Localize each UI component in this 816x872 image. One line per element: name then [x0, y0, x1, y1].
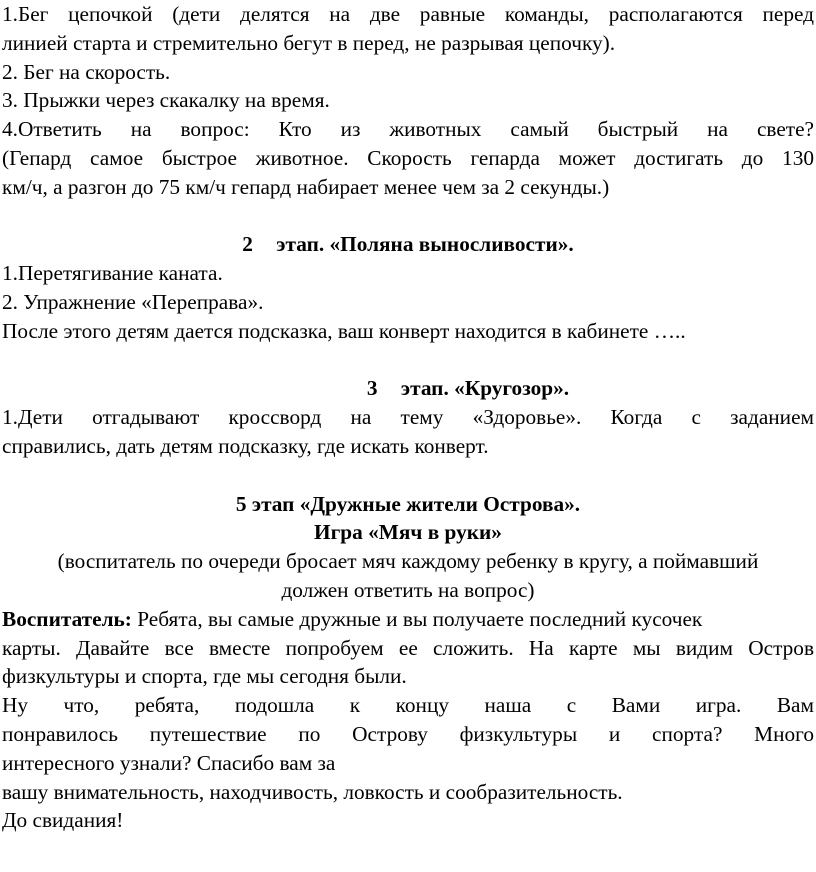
- paragraph-line: справились, дать детям подсказку, где искать конверт.: [2, 433, 489, 458]
- paragraph-line: (Гепард самое быстрое животное. Скорость гепарда может достигать до 130: [2, 145, 814, 170]
- spacer: [2, 461, 814, 490]
- paragraph-line: 1.Дети отгадывают кроссворд на тему «Здоровье». Когда с заданием: [2, 405, 814, 430]
- paragraph-line: (воспитатель по очереди бросает мяч каждому ребенку в кругу, а поймавший: [57, 549, 759, 574]
- spacer: [2, 202, 814, 231]
- paragraph-line: Ну что, ребята, подошла к концу наша с Вами игра. Вам: [2, 693, 814, 718]
- game-title: Игра «Мяч в руки»: [314, 520, 502, 545]
- paragraph-line: интересного узнали? Спасибо вам за: [2, 750, 336, 775]
- stage-5-heading: 5 этап «Дружные жители Острова».: [235, 491, 581, 516]
- paragraph-line: 1.Перетягивание каната.: [2, 261, 223, 286]
- paragraph-line: 2. Бег на скорость.: [2, 59, 171, 84]
- speaker-text: Ребята, вы самые дружные и вы получаете последний кусочек: [131, 606, 703, 631]
- spacer: [2, 346, 814, 375]
- speaker-label: Воспитатель:: [2, 606, 132, 631]
- paragraph-line: 1.Бег цепочкой (дети делятся на две равные команды, располагаются перед: [2, 2, 814, 26]
- paragraph-line: После этого детям дается подсказка, ваш конверт находится в кабинете …..: [2, 318, 686, 343]
- speaker-line: [2, 605, 814, 634]
- stage-3-heading: [2, 374, 814, 403]
- paragraph-line: физкультуры и спорта, где мы сегодня были.: [2, 664, 407, 689]
- stage-number: 2: [242, 232, 253, 257]
- paragraph-line: 3. Прыжки через скакалку на время.: [2, 88, 330, 113]
- paragraph-line: должен ответить на вопрос): [281, 577, 535, 602]
- stage-title: этап. «Поляна выносливости».: [276, 232, 574, 257]
- stage-title: этап. «Кругозор».: [400, 376, 570, 401]
- paragraph-line: До свидания!: [2, 808, 124, 833]
- paragraph-line: линией старта и стремительно бегут в перед, не разрывая цепочку).: [2, 30, 616, 55]
- paragraph-line: карты. Давайте все вместе попробуем ее сложить. На карте мы видим Остров: [2, 635, 814, 660]
- paragraph-line: вашу внимательность, находчивость, ловкость и сообразительность.: [2, 779, 623, 804]
- stage-2-heading: [2, 230, 814, 259]
- paragraph-line: км/ч, а разгон до 75 км/ч гепард набирает менее чем за 2 секунды.): [2, 174, 610, 199]
- paragraph-line: 2. Упражнение «Переправа».: [2, 289, 264, 314]
- paragraph-line: понравилось путешествие по Острову физкультуры и спорта? Много: [2, 721, 814, 746]
- paragraph-line: 4.Ответить на вопрос: Кто из животных самый быстрый на свете?: [2, 117, 814, 142]
- stage-number: 3: [366, 376, 378, 401]
